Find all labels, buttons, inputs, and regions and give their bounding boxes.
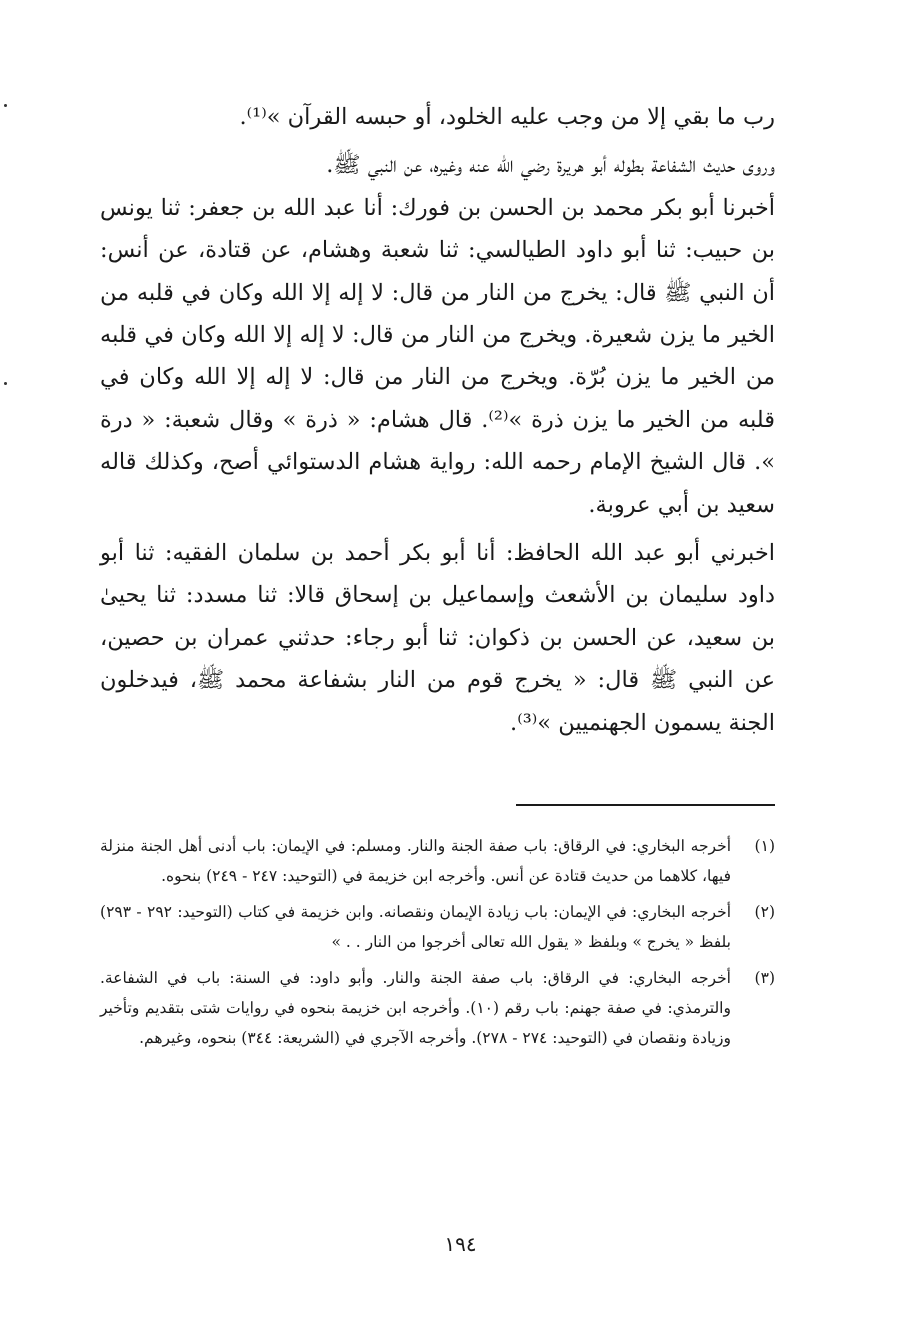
paragraph: وروى حديث الشفاعة بطوله أبو هريرة رضي الله عنه وغيره، عن النبي ﷺ. (326, 152, 775, 179)
footnote-number: (١) (754, 837, 775, 855)
footnote (100, 832, 775, 891)
footnote-text: أخرجه البخاري: في الإيمان: باب زيادة الإيمان ونقصانه. وابن خزيمة في كتاب (التوحيد: ٢٩٢ - ٢٩٣) بلفظ « يخرج » وبلفظ « يقول الله تعالى أخرجوا من النار . . » (100, 903, 731, 951)
main-text (100, 96, 775, 744)
scan-speck (4, 104, 7, 107)
paragraph: أخبرنا أبو بكر محمد بن الحسن بن فورك: أنا عبد الله بن جعفر: ثنا يونس بن حبيب: ثنا أبو داود الطيالسي: ثنا شعبة وهشام، عن قتادة، عن أنس: أن النبي ﷺ قال: يخرج من النار من قال: لا إله إلا الله وكان في قلبه من الخير ما يزن شعيرة. ويخرج من النار من قال: لا إله إلا الله وكان في قلبه من الخير ما يزن بُرّة. ويخرج من النار من قال: لا إله إلا الله وكان في قلبه من الخير ما يزن ذرة »⁽²⁾. قال هشام: « ذرة » وقال شعبة: « درة ». قال الشيخ الإمام رحمه الله: رواية هشام الدستوائي أصح، وكذلك قاله سعيد بن أبي عروبة. (100, 194, 776, 518)
footnote-number: (٢) (754, 903, 775, 922)
footnotes (100, 832, 775, 1060)
scan-speck (4, 382, 7, 385)
footnote-separator (516, 804, 775, 806)
page-number: ١٩٤ (444, 1232, 477, 1256)
footnote (100, 898, 775, 957)
footnote-text: أخرجه البخاري: في الرقاق: باب صفة الجنة والنار. وأبو داود: في السنة: باب في الشفاعة. والترمذي: في صفة جهنم: باب رقم (١٠). وأخرجه ابن خزيمة بنحوه في روايات شتى بتقديم وتأخير وزيادة ونقصان في (التوحيد: ٢٧٤ - ٢٧٨). وأخرجه الآجري في (الشريعة: ٣٤٤) بنحوه، وغيرهم. (100, 969, 731, 1047)
footnote (100, 964, 775, 1053)
paragraph: رب ما بقي إلا من وجب عليه الخلود، أو حبسه القرآن »⁽¹⁾. (239, 104, 775, 130)
paragraph: اخبرني أبو عبد الله الحافظ: أنا أبو بكر أحمد بن سلمان الفقيه: ثنا أبو داود سليمان بن الأشعث وإسماعيل بن إسحاق قالا: ثنا مسدد: ثنا يحيىٰ بن سعيد، عن الحسن بن ذكوان: ثنا أبو رجاء: حدثني عمران بن حصين، عن النبي ﷺ قال: « يخرج قوم من النار بشفاعة محمد ﷺ، فيدخلون الجنة يسمون الجهنميين »⁽³⁾. (100, 540, 775, 736)
footnote-number: (٣) (754, 969, 775, 988)
footnote-text: أخرجه البخاري: في الرقاق: باب صفة الجنة والنار. ومسلم: في الإيمان: باب أدنى أهل الجنة منزلة فيها، كلاهما من حديث قتادة عن أنس. وأخرجه ابن خزيمة في (التوحيد: ٢٤٧ - ٢٤٩) بنحوه. (100, 837, 731, 885)
